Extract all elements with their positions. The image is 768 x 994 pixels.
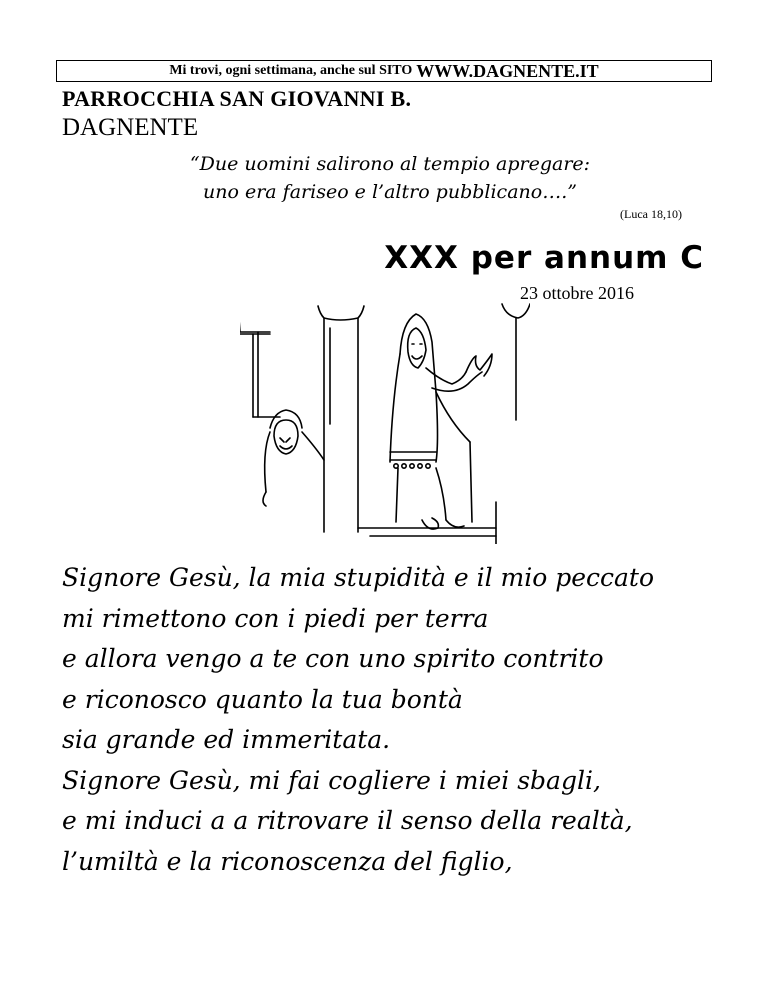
website-banner: [56, 60, 712, 82]
prayer-line: sia grande ed immeritata.: [62, 725, 391, 754]
prayer-line: e riconosco quanto la tua bontà: [62, 684, 463, 714]
temple-column: [318, 306, 364, 532]
prayer-line: l’umiltà e la riconoscenza del figlio,: [62, 846, 513, 876]
prayer-text: [62, 558, 752, 882]
prayer-line: e allora vengo a te con uno spirito contrito: [62, 644, 604, 673]
quote-line: uno era fariseo e l’altro pubblicano….”: [203, 181, 577, 203]
prayer-line: Signore Gesù, mi fai cogliere i miei sbagli,: [62, 765, 601, 795]
sunday-title: XXX per annum C: [384, 240, 704, 276]
site-url[interactable]: WWW.DAGNENTE.IT: [416, 60, 599, 81]
prayer-line: mi rimettono con i piedi per terra: [62, 603, 489, 633]
pharisee-figure: [358, 314, 496, 544]
prayer-line: Signore Gesù, la mia stupidità e il mio peccato: [62, 563, 655, 592]
town-name: DAGNENTE: [62, 114, 199, 141]
prayer-line: e mi induci a a ritrovare il senso della realtà,: [62, 806, 633, 835]
sunday-date: 23 ottobre 2016: [520, 283, 634, 303]
parish-name: PARROCCHIA SAN GIOVANNI B.: [62, 86, 412, 111]
temple-column-right: [502, 304, 530, 420]
quote-line: “Due uomini salirono al tempio apregare:: [189, 153, 591, 175]
temple-frame: [240, 306, 280, 417]
pharisee-and-publican-illustration: [240, 292, 530, 544]
gospel-quote: [120, 150, 660, 206]
gospel-reference: (Luca 18,10): [620, 207, 682, 221]
publican-figure: [263, 410, 324, 506]
banner-text: Mi trovi, ogni settimana, anche sul SITO: [169, 63, 413, 78]
